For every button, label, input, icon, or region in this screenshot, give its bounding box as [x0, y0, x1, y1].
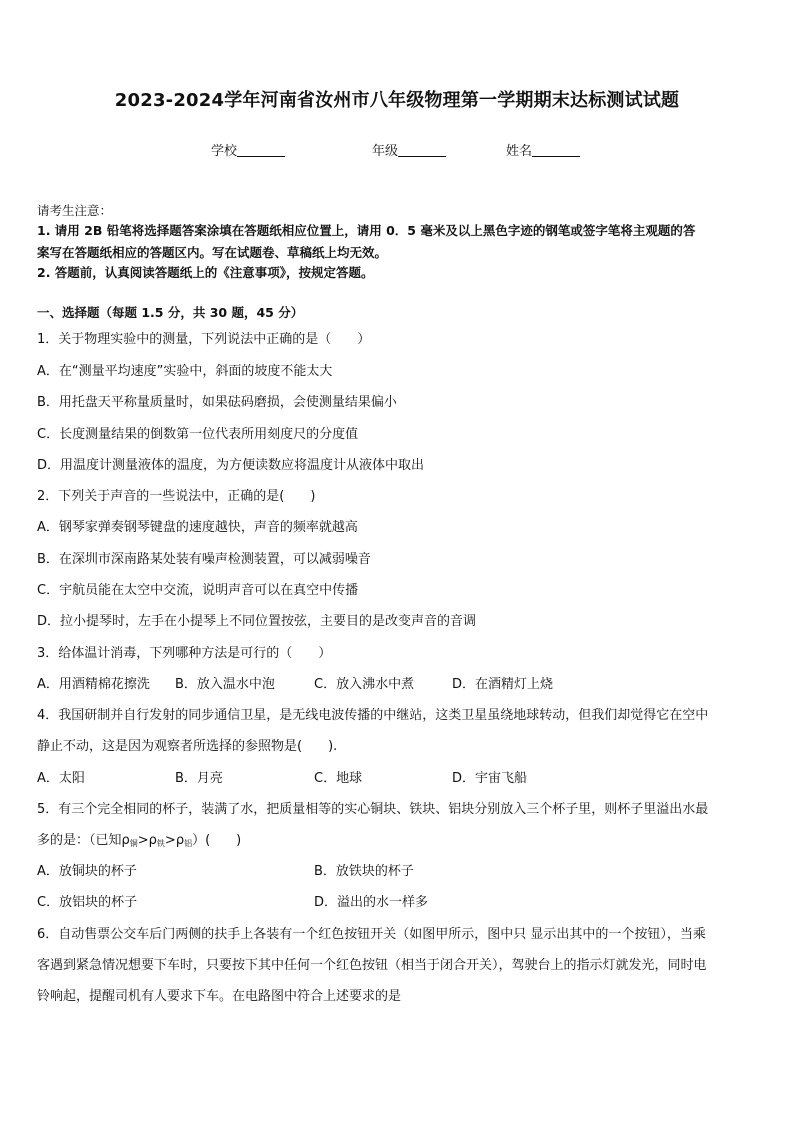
grade-field: [372, 140, 446, 159]
grade-blank[interactable]: [398, 143, 446, 157]
question-3-option-c: C．放入沸水中煮: [314, 677, 415, 692]
notice-item-2: 2. 答题前，认真阅读答题纸上的《注意事项》，按规定答题。: [37, 265, 374, 280]
question-1-option-a: A．在“测量平均速度”实验中，斜面的坡度不能太大: [37, 364, 333, 379]
question-3-option-b: B．放入温水中泡: [175, 677, 275, 692]
question-2-option-a: A．钢琴家弹奏钢琴键盘的速度越快，声音的频率就越高: [37, 520, 358, 535]
q5-sub-aluminum: 铝: [184, 839, 193, 848]
question-1-option-c: C．长度测量结果的倒数第一位代表所用刻度尺的分度值: [37, 427, 359, 442]
question-3-option-d: D．在酒精灯上烧: [452, 677, 554, 692]
section-heading: 一、选择题（每题 1.5 分，共 30 题，45 分）: [37, 305, 304, 320]
grade-label: 年级: [372, 144, 399, 159]
school-field: [211, 140, 285, 159]
question-6-stem-cont-2: 铃响起，提醒司机有人要求下车。在电路图中符合上述要求的是: [37, 989, 402, 1004]
question-1-stem: 1．关于物理实验中的测量，下列说法中正确的是（ ）: [37, 332, 371, 347]
question-4-option-c: C．地球: [314, 771, 363, 786]
question-2-option-b: B．在深圳市深南路某处装有噪声检测装置，可以减弱噪音: [37, 552, 371, 567]
question-1-option-d: D．用温度计测量液体的温度，为方便读数应将温度计从液体中取出: [37, 458, 425, 473]
question-5-option-a: A．放铜块的杯子: [37, 864, 137, 879]
question-3-stem: 3．给体温计消毒，下列哪种方法是可行的（ ）: [37, 646, 332, 661]
name-field: [506, 140, 580, 159]
question-4-stem: 4．我国研制并自行发射的同步通信卫星，是无线电波传播的中继站，这类卫星虽绕地球转动，但我们却觉得它在空中: [37, 708, 709, 723]
question-4-stem-cont: 静止不动，这是因为观察者所选择的参照物是( ).: [37, 739, 338, 754]
name-label: 姓名: [506, 144, 533, 159]
question-5-option-b: B．放铁块的杯子: [314, 864, 414, 879]
question-6-stem-cont-1: 客遇到紧急情况想要下车时，只要按下其中任何一个红色按钮（相当于闭合开关），驾驶台上的指示灯就发光，同时电: [37, 958, 707, 973]
school-blank[interactable]: [237, 143, 285, 157]
q5-gt-1: >ρ: [137, 833, 157, 848]
question-6-stem: 6．自动售票公交车后门两侧的扶手上各装有一个红色按钮开关（如图甲所示，图中只 显示出其中的一个按钮），当乘: [37, 927, 706, 942]
notice-item-1-cont: 案写在答题纸相应的答题区内。写在试题卷、草稿纸上均无效。: [37, 245, 388, 260]
question-4-option-d: D．宇宙飞船: [452, 771, 528, 786]
name-blank[interactable]: [532, 143, 580, 157]
page-title: 2023-2024学年河南省汝州市八年级物理第一学期期末达标测试试题: [114, 90, 680, 111]
question-4-option-a: A．太阳: [37, 771, 85, 786]
school-label: 学校: [211, 144, 238, 159]
question-2-stem: 2．下列关于声音的一些说法中，正确的是( ): [37, 489, 316, 504]
q5-sub-iron: 铁: [156, 839, 165, 848]
q5-stem-post: ）( ): [192, 833, 242, 848]
q5-stem-pre: 多的是：（已知ρ: [37, 833, 130, 848]
question-5-stem-cont: [37, 832, 761, 853]
question-1-option-b: B．用托盘天平称量质量时，如果砝码磨损，会使测量结果偏小: [37, 395, 397, 410]
question-2-option-d: D．拉小提琴时，左手在小提琴上不同位置按弦，主要目的是改变声音的音调: [37, 614, 477, 629]
question-4-option-b: B．月亮: [175, 771, 223, 786]
question-2-option-c: C．宇航员能在太空中交流，说明声音可以在真空中传播: [37, 583, 359, 598]
question-5-option-c: C．放铝块的杯子: [37, 895, 138, 910]
notice-heading: 请考生注意：: [37, 203, 113, 218]
question-5-option-d: D．溢出的水一样多: [314, 895, 429, 910]
notice-item-1: 1. 请用 2B 铅笔将选择题答案涂填在答题纸相应位置上，请用 0．5 毫米及以上黑色字迹的钢笔或签字笔将主观题的答: [37, 223, 696, 238]
q5-sub-copper: 铜: [129, 839, 138, 848]
question-3-option-a: A．用酒精棉花擦洗: [37, 677, 150, 692]
question-5-stem: 5．有三个完全相同的杯子，装满了水，把质量相等的实心铜块、铁块、铝块分别放入三个杯子里，则杯子里溢出水最: [37, 802, 709, 817]
q5-gt-2: >ρ: [164, 833, 185, 848]
